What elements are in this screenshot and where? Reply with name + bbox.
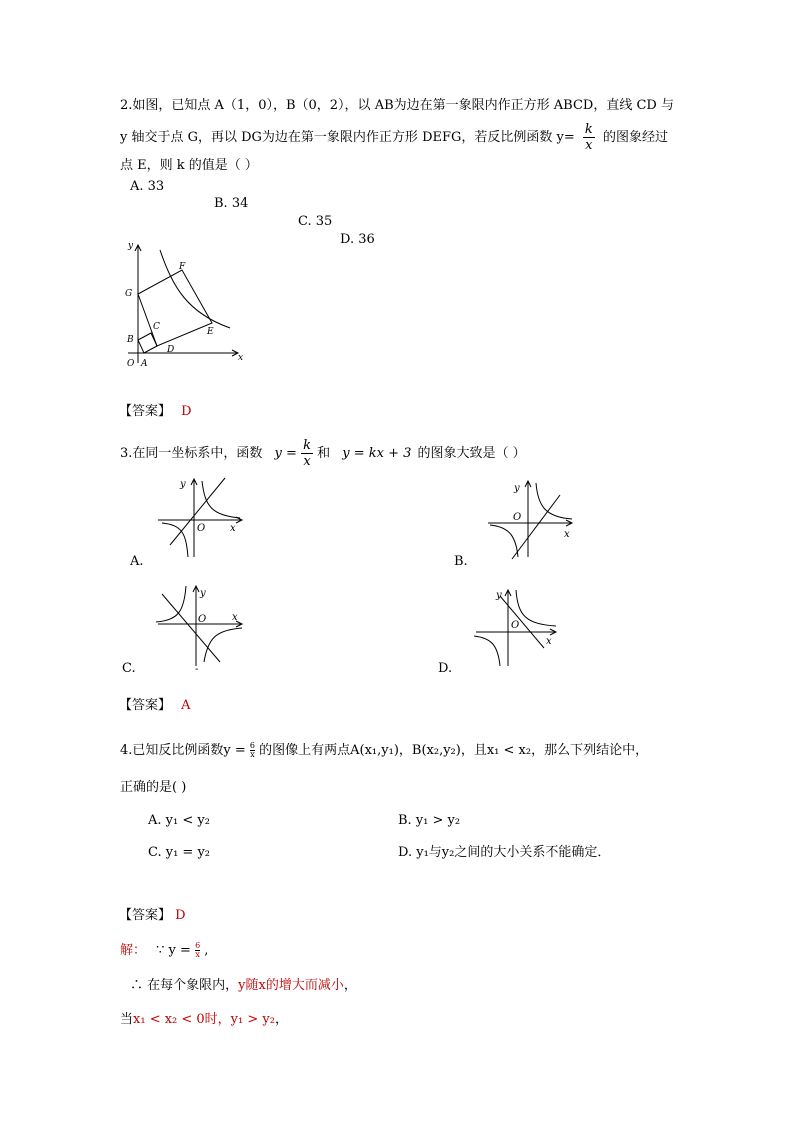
q4-sol3-tail: ， bbox=[274, 1012, 288, 1027]
q4-option-b: B. y₁ > y₂ bbox=[398, 813, 461, 828]
q2-frac-den: x bbox=[585, 138, 593, 153]
q4-option-d: D. y₁与y₂之间的大小关系不能确定． bbox=[398, 845, 611, 860]
q3a-label-y: y bbox=[180, 479, 186, 490]
q4-solution-line3 bbox=[120, 1012, 288, 1028]
q2-square-abcd bbox=[138, 333, 157, 353]
q3-option-d: D. bbox=[438, 661, 453, 676]
q2-label-b: B bbox=[127, 335, 134, 345]
q2-label-o: O bbox=[127, 359, 135, 369]
q2-label-x: x bbox=[238, 353, 244, 363]
q2-square-defg bbox=[138, 270, 212, 346]
q3c-label-o: O bbox=[198, 614, 207, 625]
q3b-label-x: x bbox=[564, 529, 570, 540]
q3-line bbox=[120, 438, 526, 469]
q3-graph-d bbox=[470, 582, 570, 667]
q3-option-a: A. bbox=[130, 554, 144, 569]
q4-sol3-text: 当 bbox=[120, 1012, 134, 1027]
q2-line2-text: y 轴交于点 G，再以 DG为边在第一象限内作正方形 DEFG，若反比例函数 y= bbox=[120, 130, 575, 145]
q4-solution-line1 bbox=[120, 942, 208, 959]
q4-option-c: C. y₁ = y₂ bbox=[148, 845, 211, 860]
q2-line1: 2.如图，已知点 A（1，0），B（0，2），以 AB为边在第一象限内作正方形 ABCD，直线 CD 与 bbox=[120, 98, 674, 113]
q3a-label-x: x bbox=[230, 523, 236, 534]
q4-sol3-red: x₁ < x₂ < 0时，y₁ > y₂ bbox=[133, 1012, 275, 1027]
q3-graph-b bbox=[480, 475, 580, 560]
q2-label-e: E bbox=[207, 327, 214, 337]
q2-line3: 点 E，则 k 的值是（ ） bbox=[120, 158, 258, 173]
q3-answer-key: 【答案】 bbox=[119, 698, 172, 713]
q4-sol-fraction bbox=[195, 942, 200, 959]
q4-sol-frac-den: x bbox=[195, 950, 200, 959]
q2-option-c: C. 35 bbox=[298, 214, 333, 229]
q4-option-a: A. y₁ < y₂ bbox=[148, 813, 210, 828]
q3-option-b: B. bbox=[454, 554, 468, 569]
q4-sol1-tail: , bbox=[204, 943, 209, 958]
q2-label-c: C bbox=[153, 322, 160, 332]
q2-figure bbox=[118, 238, 258, 374]
q4-sol2-tail: ， bbox=[343, 978, 357, 993]
q3-eq2: y = kx + 3 bbox=[342, 446, 412, 461]
q3-answer-value: A bbox=[181, 698, 191, 713]
q3-and: 和 bbox=[317, 446, 331, 461]
q2-option-d: D. 36 bbox=[340, 232, 375, 247]
q3-frac-den: x bbox=[303, 454, 311, 469]
q2-answer-key: 【答案】 bbox=[119, 404, 172, 419]
q3c-label-y: y bbox=[200, 588, 206, 599]
q2-line2-tail: 的图象经过 bbox=[602, 130, 668, 145]
q3b-label-o: O bbox=[513, 512, 522, 523]
q3-graph-a bbox=[150, 475, 250, 560]
q2-label-d: D bbox=[167, 345, 175, 355]
q4-line1 bbox=[120, 742, 648, 759]
q4-solution-line2 bbox=[130, 978, 357, 994]
q4-line1-tail: 的图像上有两点A(x₁,y₁)，B(x₂,y₂)，且x₁ < x₂，那么下列结论中， bbox=[259, 743, 649, 758]
q3-fraction bbox=[301, 438, 313, 469]
q4-frac-num: 6 bbox=[249, 741, 255, 750]
q3b-label-y: y bbox=[514, 483, 520, 494]
q4-answer-value: D bbox=[175, 908, 186, 923]
q2-hyperbola bbox=[160, 250, 230, 328]
q3c-label-x: x bbox=[232, 612, 238, 623]
q3-graph-c bbox=[150, 582, 250, 667]
q4-fraction bbox=[250, 742, 255, 759]
q2-option-a: A. 33 bbox=[130, 179, 165, 194]
q2-label-a: A bbox=[141, 359, 148, 369]
q2-answer bbox=[119, 400, 192, 419]
q3-frac-num: k bbox=[303, 438, 311, 453]
q3a-label-o: O bbox=[197, 523, 206, 534]
q3-suffix: 的图象大致是（ ） bbox=[417, 446, 526, 461]
q4-sol2-text: ∴ 在每个象限内， bbox=[130, 978, 239, 993]
q4-sol1-text: ∵ y = bbox=[156, 943, 196, 958]
q2-label-g: G bbox=[125, 289, 133, 299]
q2-answer-value: D bbox=[181, 404, 192, 419]
q4-answer-key: 【答案】 bbox=[119, 908, 172, 923]
q2-fraction bbox=[583, 122, 595, 153]
q2-option-b: B. 34 bbox=[214, 196, 249, 211]
q3-answer bbox=[119, 694, 191, 713]
q3d-label-y: y bbox=[496, 590, 502, 601]
q3-eq1-lhs: y = bbox=[274, 446, 297, 461]
q2-line2 bbox=[120, 122, 668, 153]
q4-frac-den: x bbox=[250, 750, 255, 759]
q4-line2: 正确的是( ) bbox=[120, 780, 187, 795]
q2-label-f: F bbox=[179, 262, 186, 272]
q2-label-y: y bbox=[128, 241, 134, 251]
q4-sol-label: 解： bbox=[120, 943, 147, 958]
q4-sol-frac-num: 6 bbox=[195, 941, 201, 950]
q4-answer bbox=[119, 904, 186, 923]
q3d-label-o: O bbox=[511, 620, 520, 631]
q2-frac-num: k bbox=[584, 122, 593, 137]
q3-prefix: 3.在同一坐标系中，函数 bbox=[120, 446, 263, 461]
q3d-label-x: x bbox=[546, 636, 552, 647]
q4-line1-text: 4.已知反比例函数y = bbox=[120, 743, 250, 758]
q4-sol2-red: y随x的增大而减小 bbox=[238, 978, 344, 993]
q3-option-c: C. bbox=[122, 661, 136, 676]
q3-dash: - bbox=[195, 664, 199, 675]
